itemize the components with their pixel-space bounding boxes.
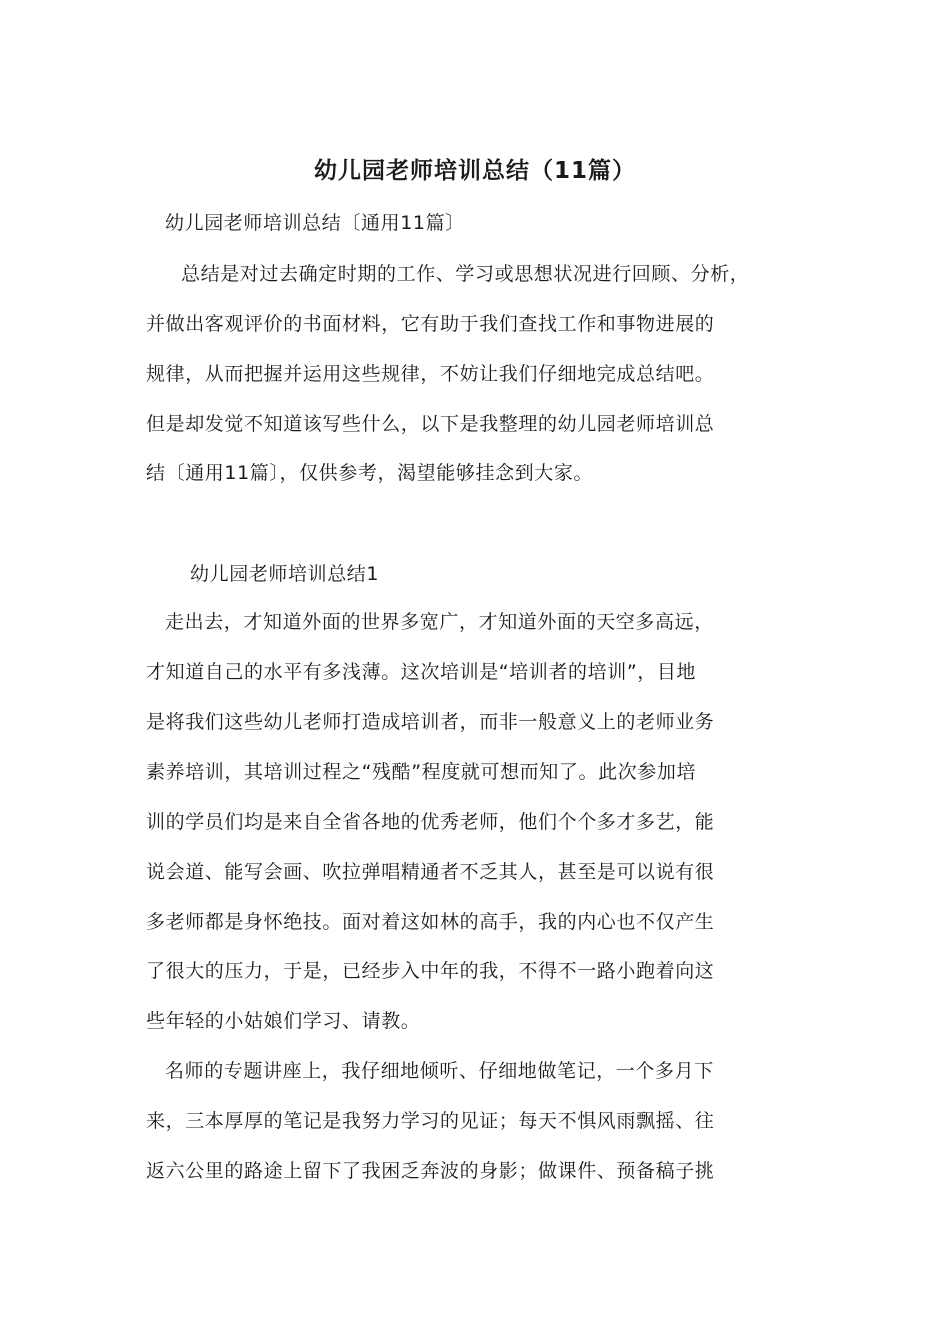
section-heading: 幼儿园老师培训总结1 [190, 563, 380, 585]
paragraph-line: 走出去，才知道外面的世界多宽广，才知道外面的天空多高远， [165, 611, 714, 633]
paragraph-line: 来，三本厚厚的笔记是我努力学习的见证；每天不惧风雨飘摇、往 [146, 1110, 715, 1132]
paragraph-line: 返六公里的路途上留下了我困乏奔波的身影；做课件、预备稿子挑 [146, 1160, 715, 1182]
paragraph-line: 才知道自己的水平有多浅薄。这次培训是“培训者的培训”，目地 [146, 661, 697, 683]
paragraph-line: 说会道、能写会画、吹拉弹唱精通者不乏其人，甚至是可以说有很 [146, 861, 715, 883]
paragraph-line: 训的学员们均是来自全省各地的优秀老师，他们个个多才多艺，能 [146, 811, 715, 833]
paragraph-line: 了很大的压力，于是，已经步入中年的我，不得不一路小跑着向这 [146, 960, 715, 982]
paragraph-line: 是将我们这些幼儿老师打造成培训者，而非一般意义上的老师业务 [146, 711, 715, 733]
intro-line: 总结是对过去确定时期的工作、学习或思想状况进行回顾、分析， [181, 263, 750, 285]
document-title: 幼儿园老师培训总结（11篇） [313, 158, 636, 184]
paragraph-line: 名师的专题讲座上，我仔细地倾听、仔细地做笔记，一个多月下 [165, 1060, 714, 1082]
intro-line: 但是却发觉不知道该写些什么，以下是我整理的幼儿园老师培训总 [146, 413, 715, 435]
document-subtitle: 幼儿园老师培训总结〔通用11篇〕 [165, 212, 465, 234]
paragraph-line: 多老师都是身怀绝技。面对着这如林的高手，我的内心也不仅产生 [146, 911, 715, 933]
intro-line: 规律，从而把握并运用这些规律，不妨让我们仔细地完成总结吧。 [146, 363, 715, 385]
intro-line: 结〔通用11篇〕，仅供参考，渴望能够挂念到大家。 [146, 462, 594, 484]
paragraph-line: 素养培训，其培训过程之“残酷”程度就可想而知了。此次参加培 [146, 761, 697, 783]
paragraph-line: 些年轻的小姑娘们学习、请教。 [146, 1010, 421, 1032]
intro-line: 并做出客观评价的书面材料，它有助于我们查找工作和事物进展的 [146, 313, 715, 335]
